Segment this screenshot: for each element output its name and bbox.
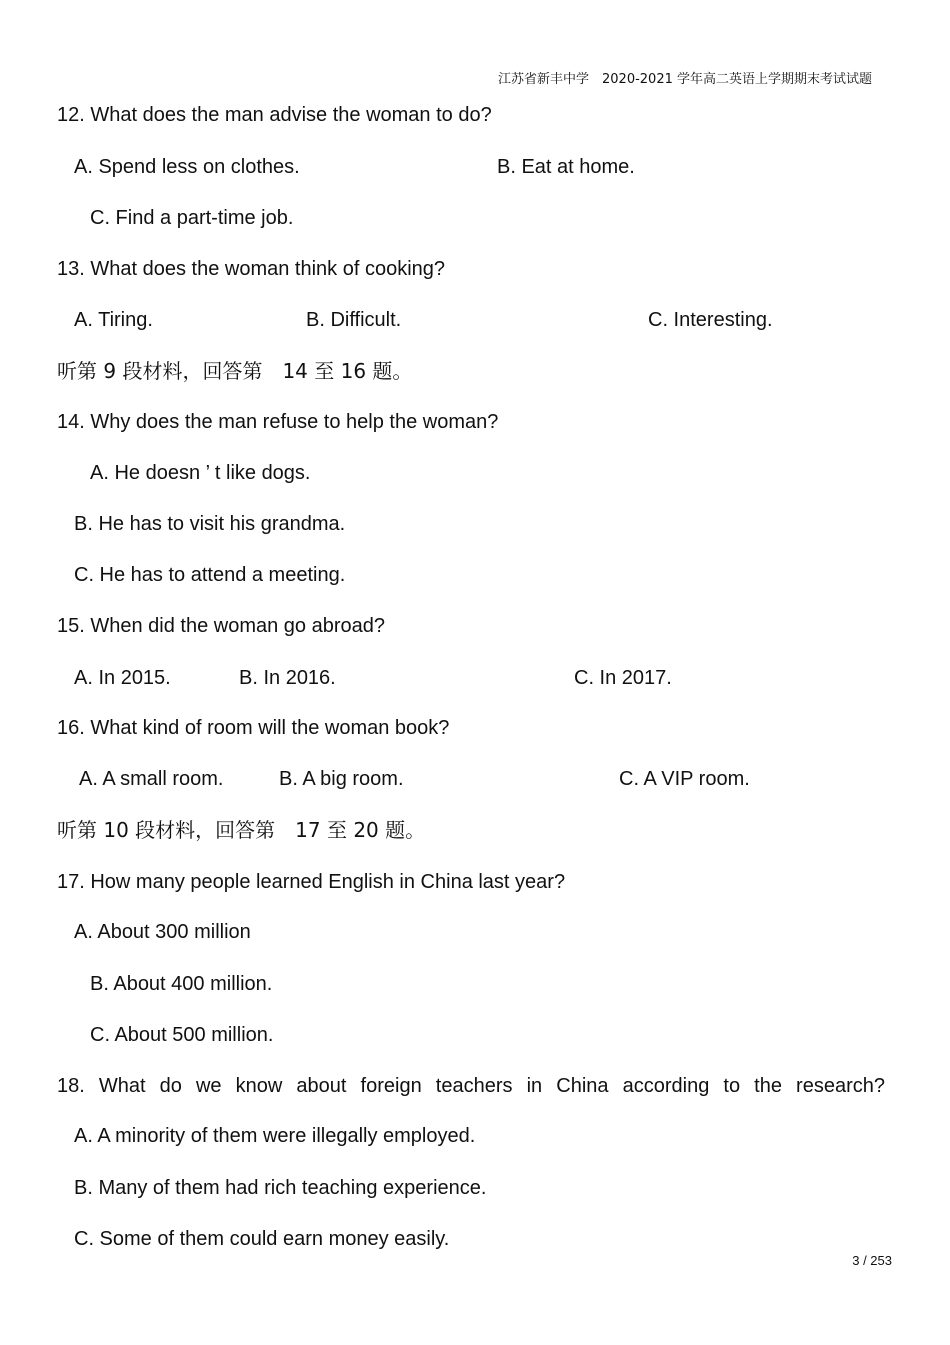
question-13-option-b: B. Difficult. (306, 309, 402, 331)
question-12-stem: 12. What does the man advise the woman to do? (57, 104, 492, 126)
question-16-option-c: C. A VIP room. (619, 768, 750, 790)
question-15-option-b: B. In 2016. (239, 667, 336, 689)
question-15-option-a: A. In 2015. (74, 667, 171, 689)
question-14-stem: 14. Why does the man refuse to help the woman? (57, 411, 499, 433)
page-number: 3 / 253 (852, 1253, 892, 1268)
question-18-option-a: A. A minority of them were illegally employed. (74, 1125, 476, 1147)
question-14-option-a: A. He doesn ’ t like dogs. (90, 462, 311, 484)
question-16-option-b: B. A big room. (279, 768, 404, 790)
question-17-option-c: C. About 500 million. (90, 1024, 274, 1046)
question-18-option-c: C. Some of them could earn money easily. (74, 1228, 450, 1250)
question-17-option-b: B. About 400 million. (90, 973, 273, 995)
question-17-option-a: A. About 300 million (74, 921, 251, 943)
question-16-stem: 16. What kind of room will the woman book? (57, 717, 450, 739)
question-12-option-a: A. Spend less on clothes. (74, 156, 300, 178)
question-18-option-b: B. Many of them had rich teaching experience. (74, 1177, 487, 1199)
question-13-option-c: C. Interesting. (648, 309, 773, 331)
question-14-option-c: C. He has to attend a meeting. (74, 564, 346, 586)
question-15-option-c: C. In 2017. (574, 667, 672, 689)
question-16-option-a: A. A small room. (79, 768, 224, 790)
section-instruction-9: 听第 9 段材料，回答第 14 至 16 题。 (57, 359, 413, 383)
question-18-stem: 18. What do we know about foreign teachers in China according to the research? (57, 1075, 885, 1097)
question-12-option-c: C. Find a part-time job. (90, 207, 294, 229)
question-13-option-a: A. Tiring. (74, 309, 153, 331)
question-12-option-b: B. Eat at home. (497, 156, 635, 178)
question-13-stem: 13. What does the woman think of cooking? (57, 258, 446, 280)
question-15-stem: 15. When did the woman go abroad? (57, 615, 385, 637)
question-14-option-b: B. He has to visit his grandma. (74, 513, 346, 535)
page-header: 江苏省新丰中学 2020-2021 学年高二英语上学期期末考试试题 (498, 72, 872, 87)
question-17-stem: 17. How many people learned English in China last year? (57, 871, 566, 893)
section-instruction-10: 听第 10 段材料，回答第 17 至 20 题。 (57, 818, 426, 842)
